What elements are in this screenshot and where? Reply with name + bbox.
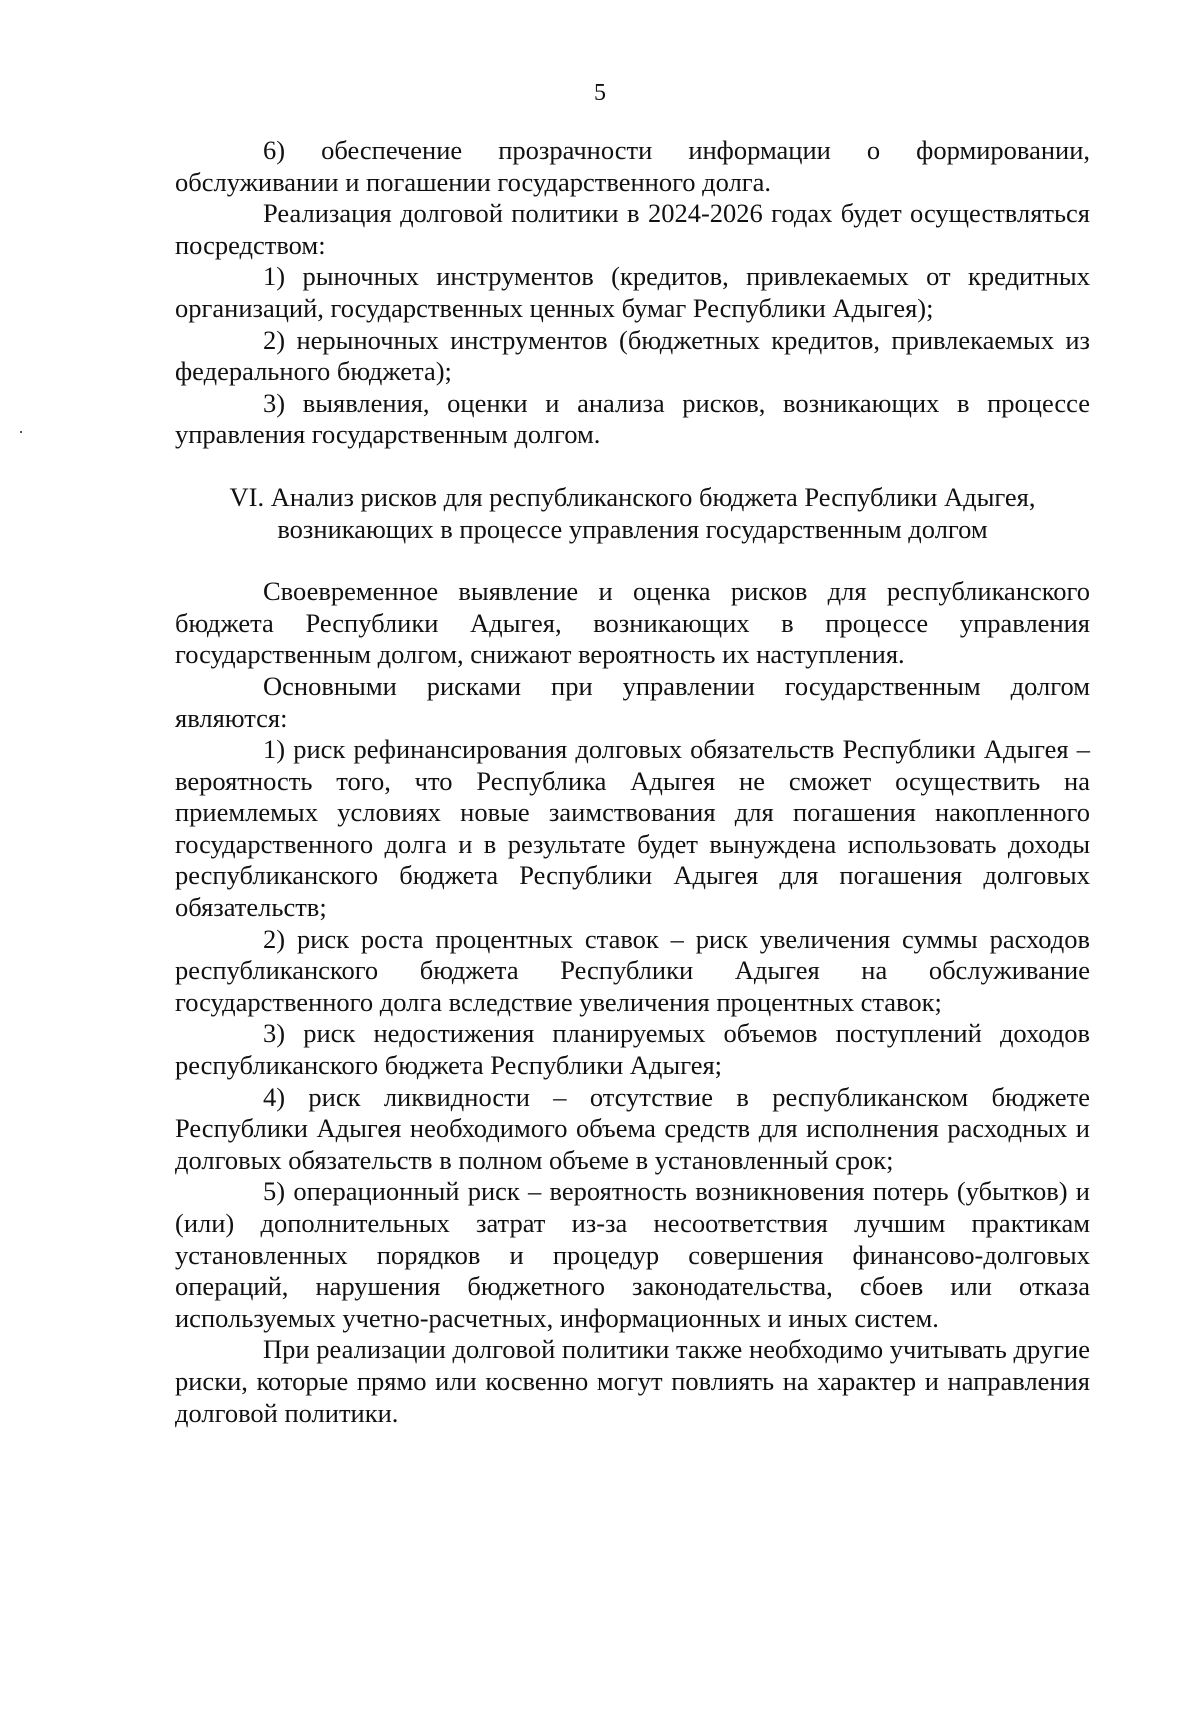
- instrument-item-2: 2) нерыночных инструментов (бюджетных кредитов, привлекаемых из федерального бюджета);: [175, 324, 1090, 387]
- risk-item-3: 3) риск недостижения планируемых объемов поступлений доходов республиканского бюджета Республики Адыгея;: [175, 1018, 1090, 1081]
- paragraph-closing: При реализации долговой политики также необходимо учитывать другие риски, которые прямо или косвенно могут повлиять на характер и направления долговой политики.: [175, 1334, 1090, 1428]
- risk-item-1: 1) риск рефинансирования долговых обязательств Республики Адыгея – вероятность того, что Республика Адыгея не сможет осуществить на приемлемых условиях новые заимствования для погашения накопленного государственного долга и в результате будет вынуждена использовать доходы республиканского бюджета Республики Адыгея для погашения долговых обязательств;: [175, 734, 1090, 923]
- document-body: [175, 135, 1090, 1429]
- section-heading-line-1: VI. Анализ рисков для республиканского бюджета Республики Адыгея,: [229, 481, 1036, 512]
- instrument-item-3: 3) выявления, оценки и анализа рисков, возникающих в процессе управления государственным долгом.: [175, 387, 1090, 450]
- paragraph-main-risks-lead: Основными рисками при управлении государственным долгом являются:: [175, 670, 1090, 733]
- page-number: 5: [594, 80, 606, 106]
- risk-item-4: 4) риск ликвидности – отсутствие в республиканском бюджете Республики Адыгея необходимого объема средств для исполнения расходных и долговых обязательств в полном объеме в установленный срок;: [175, 1081, 1090, 1175]
- instrument-item-1: 1) рыночных инструментов (кредитов, привлекаемых от кредитных организаций, государственных ценных бумаг Республики Адыгея);: [175, 261, 1090, 323]
- section-vi-heading: [175, 482, 1090, 545]
- paragraph-timely-identification: Своевременное выявление и оценка рисков для республиканского бюджета Республики Адыгея, возникающих в процессе управления государственным долгом, снижают вероятность их наступления.: [175, 576, 1090, 670]
- risk-item-5: 5) операционный риск – вероятность возникновения потерь (убытков) и (или) дополнительных затрат из-за несоответствия лучшим практикам установленных порядков и процедур совершения финансово-долговых операций, нарушения бюджетного законодательства, сбоев или отказа используемых учетно-расчетных, информационных и иных систем.: [175, 1176, 1090, 1333]
- paragraph-implementation-lead: Реализация долговой политики в 2024-2026 годах будет осуществляться посредством:: [175, 198, 1090, 260]
- section-heading-line-2: возникающих в процессе управления государственным долгом: [277, 513, 988, 544]
- paragraph-item-6: 6) обеспечение прозрачности информации о формировании, обслуживании и погашении государственного долга.: [175, 135, 1090, 197]
- risk-item-2: 2) риск роста процентных ставок – риск увеличения суммы расходов республиканского бюджета Республики Адыгея на обслуживание государственного долга вследствие увеличения процентных ставок;: [175, 923, 1090, 1017]
- margin-speck: [20, 431, 22, 433]
